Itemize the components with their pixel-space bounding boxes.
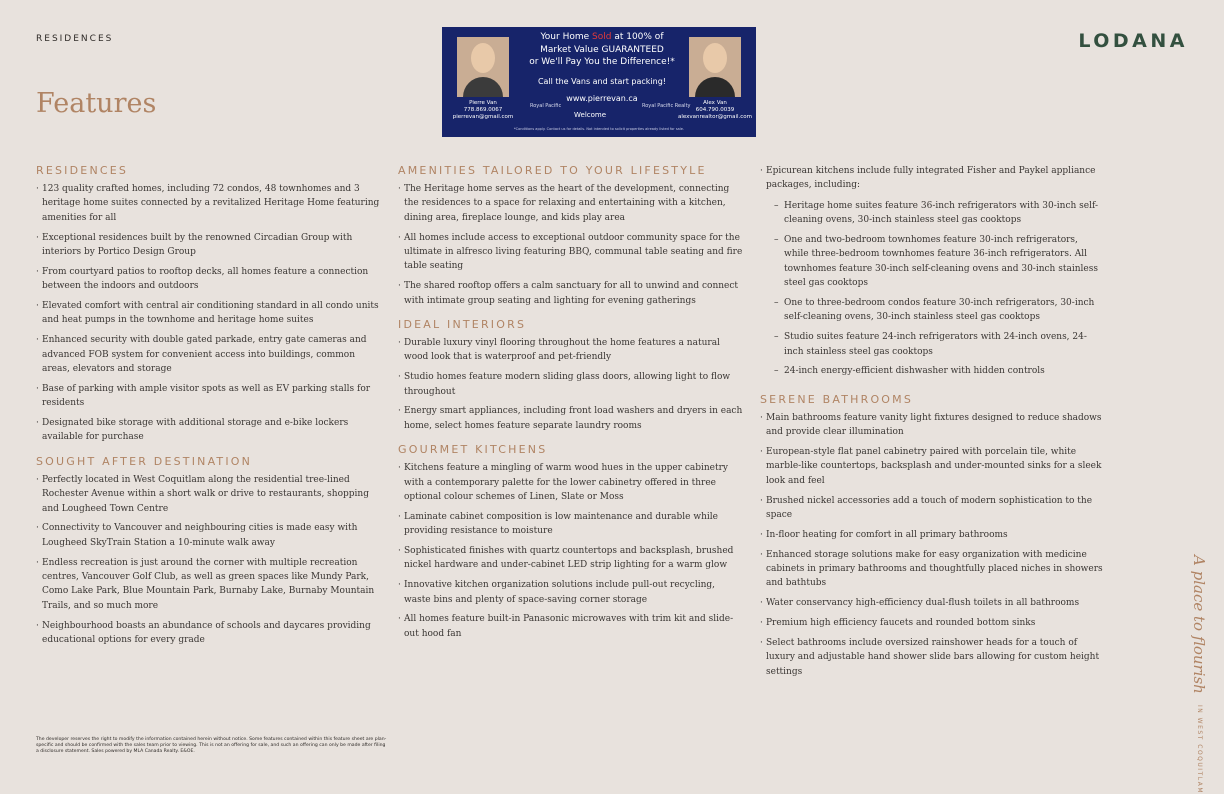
list-item: · European-style flat panel cabinetry paired with porcelain tile, white marble-like countertops, backsplash and under-mounted sinks for a sleek look and feel [760, 445, 1104, 488]
list-item: · From courtyard patios to rooftop decks, all homes feature a connection between the indoors and outdoors [36, 265, 381, 294]
list-item: · Main bathrooms feature vanity light fixtures designed to reduce shadows and provide clear illumination [760, 411, 1104, 440]
list-item-appliances-intro: · Epicurean kitchens include fully integrated Fisher and Paykel appliance packages, including: [760, 164, 1104, 193]
agent-photo-right [689, 37, 741, 97]
heading-bathrooms: SERENE BATHROOMS [760, 392, 914, 406]
sub-list-item: – One to three-bedroom condos feature 30-inch refrigerators, 30-inch self-cleaning ovens, 30-inch stainless steel gas cooktops [774, 296, 1104, 325]
list-item: · Laminate cabinet composition is low maintenance and durable while providing resistance to moisture [398, 510, 744, 539]
list-destination [36, 473, 381, 648]
list-item: · Select bathrooms include oversized rainshower heads for a touch of luxury and adjustable hand shower slide bars allowing for custom height settings [760, 636, 1104, 679]
list-interiors [398, 336, 744, 433]
agent-contact-left: Pierre Van 778.869.0067 pierrevan@gmail.com [452, 100, 514, 120]
column-middle [398, 164, 744, 651]
list-kitchens [398, 461, 744, 641]
list-item: · Innovative kitchen organization solutions include pull-out recycling, waste bins and plenty of space-saving corner storage [398, 578, 744, 607]
list-appliance-packages [774, 199, 1104, 379]
list-appliances [760, 164, 1104, 193]
list-item: · Enhanced security with double gated parkade, entry gate cameras and advanced FOB system for convenient access into buildings, common areas, elevators and storage [36, 333, 381, 376]
column-right [760, 164, 1104, 689]
list-item: · Neighbourhood boasts an abundance of schools and daycares providing educational options for every grade [36, 619, 381, 648]
sub-list-item: – One and two-bedroom townhomes feature 30-inch refrigerators, while three-bedroom townhomes feature 36-inch refrigerators. All townhomes feature 30-inch self-cleaning ovens and 30-inch stainless steel gas cooktops [774, 233, 1104, 291]
section-label: RESIDENCES [36, 34, 114, 44]
page-title: Features [36, 88, 157, 119]
heading-interiors: IDEAL INTERIORS [398, 318, 527, 332]
list-item: · The shared rooftop offers a calm sanctuary for all to unwind and connect with intimate group seating and lighting for evening gatherings [398, 279, 744, 308]
sub-list-item: – 24-inch energy-efficient dishwasher with hidden controls [774, 364, 1104, 378]
list-item: · Water conservancy high-efficiency dual-flush toilets in all bathrooms [760, 596, 1104, 610]
list-item: · Kitchens feature a mingling of warm wood hues in the upper cabinetry with a contemporary palette for the lower cabinetry offered in three optional colour schemes of Linen, Slate or Moss [398, 461, 744, 504]
list-item: · Endless recreation is just around the corner with multiple recreation centres, Vancouver Golf Club, as well as green spaces like Mundy Park, Como Lake Park, Blue Mountain Park, Burnaby Lake, Burnaby Mountain Trails, and so much more [36, 556, 381, 614]
ad-headline: Your Home Sold at 100% of Market Value GUARANTEED or We'll Pay You the Difference!* [529, 32, 675, 67]
list-residences [36, 182, 381, 445]
ad-welcome: Welcome [574, 111, 607, 119]
list-item: · All homes feature built-in Panasonic microwaves with trim kit and slide-out hood fan [398, 612, 744, 641]
sub-list-item: – Heritage home suites feature 36-inch refrigerators with 30-inch self-cleaning ovens, 30-inch stainless steel gas cooktops [774, 199, 1104, 228]
list-item: · Base of parking with ample visitor spots as well as EV parking stalls for residents [36, 382, 381, 411]
list-item: · Brushed nickel accessories add a touch of modern sophistication to the space [760, 494, 1104, 523]
list-item: · Sophisticated finishes with quartz countertops and backsplash, brushed nickel hardware and under-cabinet LED strip lighting for a warm glow [398, 544, 744, 573]
list-item: · Studio homes feature modern sliding glass doors, allowing light to flow throughout [398, 370, 744, 399]
list-item: · Exceptional residences built by the renowned Circadian Group with interiors by Portico Design Group [36, 231, 381, 260]
ad-cta: Call the Vans and start packing! [537, 77, 667, 86]
agent-photo-left [457, 37, 509, 97]
list-item: · Durable luxury vinyl flooring throughout the home features a natural wood look that is waterproof and pet-friendly [398, 336, 744, 365]
tagline-location: IN WEST COQUITLAM [1196, 704, 1203, 794]
list-bathrooms [760, 411, 1104, 679]
ad-website-link[interactable]: www.pierrevan.ca [566, 94, 638, 103]
realtor-ad-banner[interactable] [442, 27, 756, 137]
list-item: · Connectivity to Vancouver and neighbouring cities is made easy with Lougheed SkyTrain Station a 10-minute walk away [36, 521, 381, 550]
tagline-script: A place to flourish [1190, 555, 1208, 694]
heading-kitchens: GOURMET KITCHENS [398, 443, 548, 457]
sub-list-item: – Studio suites feature 24-inch refrigerators with 24-inch ovens, 24-inch stainless steel gas cooktops [774, 330, 1104, 359]
heading-amenities: AMENITIES TAILORED TO YOUR LIFESTYLE [398, 164, 707, 177]
heading-residences: RESIDENCES [36, 164, 129, 177]
list-amenities [398, 182, 744, 308]
list-item: · Premium high efficiency faucets and rounded bottom sinks [760, 616, 1104, 630]
vertical-tagline [1190, 555, 1208, 794]
column-left [36, 164, 381, 657]
list-item: · Designated bike storage with additional storage and e-bike lockers available for purchase [36, 416, 381, 445]
list-item: · Perfectly located in West Coquitlam along the residential tree-lined Rochester Avenue within a short walk or drive to restaurants, shopping and Lougheed Town Centre [36, 473, 381, 516]
brand-mark-right: Royal Pacific Realty [642, 103, 691, 109]
list-item: · Elevated comfort with central air conditioning standard in all condo units and heat pumps in the townhome and heritage home suites [36, 299, 381, 328]
brand-mark-left: Royal Pacific [530, 103, 562, 109]
list-item: · All homes include access to exceptional outdoor community space for the ultimate in alfresco living featuring BBQ, communal table seating and fire table seating [398, 231, 744, 274]
list-item: · The Heritage home serves as the heart of the development, connecting the residences to a space for relaxing and entertaining with a kitchen, dining area, fireplace lounge, and kids play area [398, 182, 744, 225]
brand-logo: LODANA [1078, 30, 1188, 52]
agent-contact-right: Alex Van 604.790.0039 alexvanrealtor@gmail.com [677, 100, 753, 120]
list-item: · 123 quality crafted homes, including 72 condos, 48 townhomes and 3 heritage home suites connected by a revitalized Heritage Home featuring amenities for all [36, 182, 381, 225]
ad-fine-print: *Conditions apply. Contact us for details. Not intended to solicit properties already listed for sale. [513, 127, 685, 131]
heading-destination: SOUGHT AFTER DESTINATION [36, 454, 253, 468]
legal-disclaimer: The developer reserves the right to modify the information contained herein without notice. Some features contained within this feature sheet are plan-specific and should be confirmed with the sales team prior to viewing. This is not an offering for sale, and such an offering can only be made after filing a disclosure statement. Sales powered by MLA Canada Realty. E&OE. [36, 737, 387, 754]
list-item: · Energy smart appliances, including front load washers and dryers in each home, select homes feature separate laundry rooms [398, 404, 744, 433]
list-item: · Enhanced storage solutions make for easy organization with medicine cabinets in primary bathrooms and thoughtfully placed niches in showers and bathtubs [760, 548, 1104, 591]
list-item: · In-floor heating for comfort in all primary bathrooms [760, 528, 1104, 542]
